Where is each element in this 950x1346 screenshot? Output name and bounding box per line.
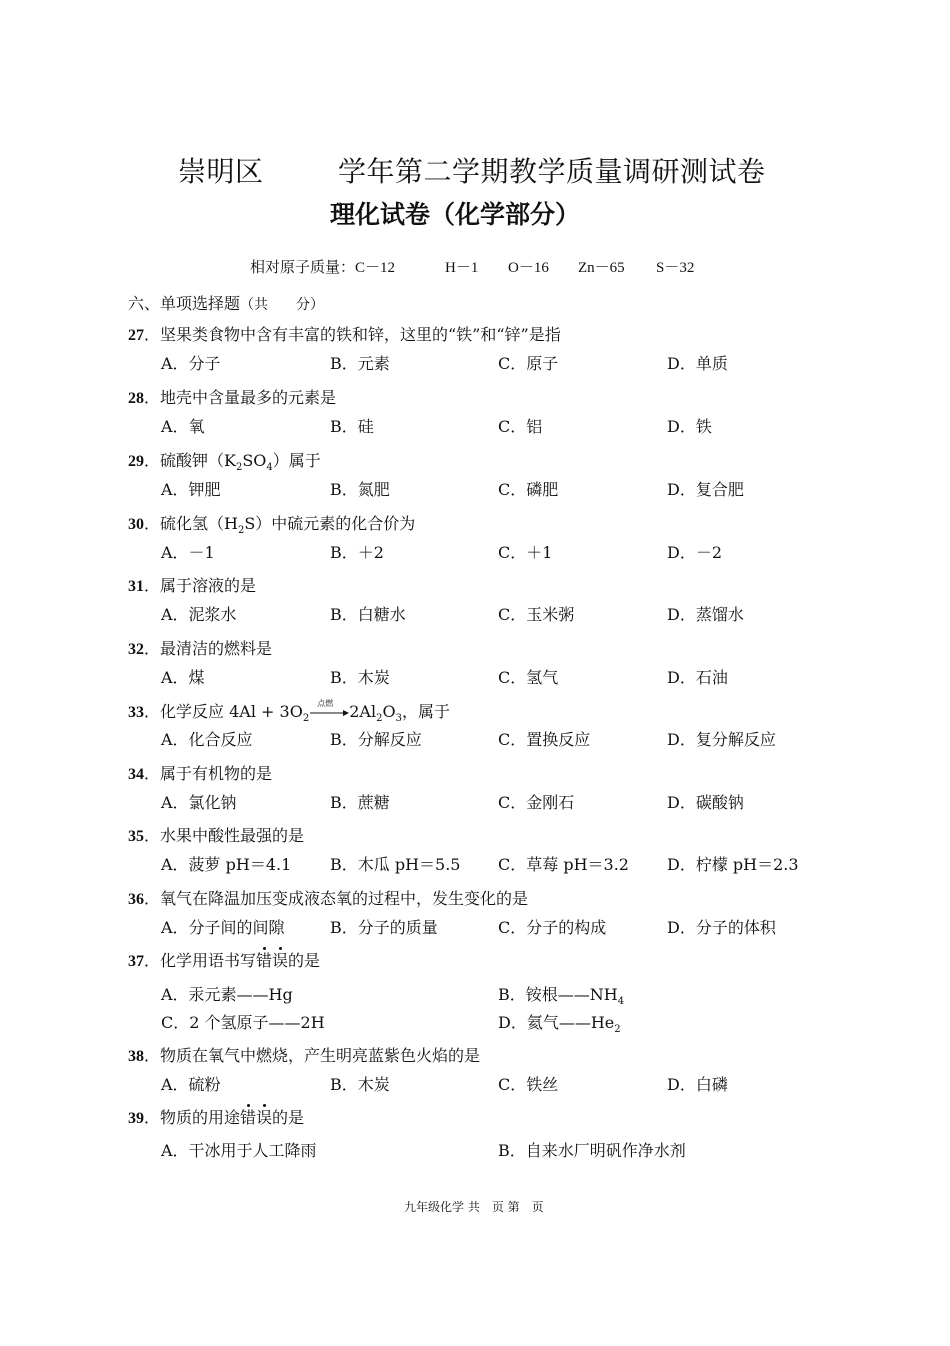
question-number: 28	[128, 390, 144, 407]
option-d: D．铁	[667, 417, 712, 436]
option-d: D．蒸馏水	[667, 605, 744, 624]
question-text: ．地壳中含量最多的元素是	[144, 388, 337, 407]
option-a: A．煤	[161, 668, 205, 687]
option-c: C．置换反应	[498, 730, 591, 749]
option-b: B．木炭	[330, 1075, 390, 1094]
reaction-condition: 点燃	[317, 698, 334, 708]
emphasis-char: 错	[256, 951, 273, 970]
question-stem	[128, 385, 336, 408]
atomic-mass-item: C－12	[355, 260, 396, 276]
subscript: 2	[237, 525, 245, 536]
option-b: B．木瓜 pH＝5.5	[330, 855, 461, 874]
section-title	[128, 291, 324, 314]
question-stem	[128, 1043, 480, 1066]
option-d: D．白磷	[667, 1075, 728, 1094]
question-text: 2Al	[349, 702, 377, 721]
option-a: A．－1	[161, 543, 215, 562]
option-b	[498, 982, 624, 1005]
question-number: 37	[128, 953, 144, 970]
option-a: A．钾肥	[161, 480, 221, 499]
question-text: ．属于有机物的是	[144, 764, 273, 783]
option-a: A．化合反应	[161, 730, 253, 749]
option-c: C．铁丝	[498, 1075, 559, 1094]
option-a: A．氧	[161, 417, 205, 436]
option-text: B．铵根——NH	[498, 985, 618, 1004]
question-number: 32	[128, 641, 144, 658]
option-d: D．石油	[667, 668, 728, 687]
question-stem	[128, 636, 272, 659]
question-text: O	[382, 702, 396, 721]
question-stem	[128, 699, 450, 722]
question-number: 34	[128, 766, 144, 783]
option-c: C．氢气	[498, 668, 559, 687]
question-number: 30	[128, 516, 144, 533]
question-text: ．物质在氧气中燃烧，产生明亮蓝紫色火焰的是	[144, 1046, 481, 1065]
page-footer: 九年级化学 共 页 第 页	[404, 1200, 544, 1214]
question-text: ．硫酸钾（K	[144, 451, 236, 470]
option-c: C．铝	[498, 417, 543, 436]
question-number: 38	[128, 1048, 144, 1065]
question-number: 31	[128, 578, 144, 595]
question-text: 的是	[272, 1108, 305, 1127]
question-text: ．最清洁的燃料是	[144, 639, 273, 658]
subscript: 2	[302, 713, 310, 724]
option-c: C．原子	[498, 354, 559, 373]
option-a: A．汞元素——Hg	[161, 985, 293, 1004]
question-number: 33	[128, 704, 144, 721]
title-right: 学年第二学期教学质量调研测试卷	[338, 155, 766, 188]
option-b: B．分解反应	[330, 730, 422, 749]
subscript: 2	[376, 713, 383, 724]
title-left: 崇明区	[178, 155, 264, 188]
option-text: D．氦气——He	[498, 1013, 615, 1032]
question-stem	[128, 573, 256, 596]
option-c: C．＋1	[498, 543, 553, 562]
question-text: ．氧气在降温加压变成液态氧的过程中，发生变化的是	[144, 889, 529, 908]
question-text: ．属于溶液的是	[144, 576, 257, 595]
emphasis-char: 误	[256, 1108, 273, 1127]
subscript: 4	[617, 996, 625, 1007]
emphasis-char: 误	[272, 951, 289, 970]
reaction-arrow	[309, 698, 349, 720]
question-number: 27	[128, 327, 144, 344]
question-text: ）属于	[272, 451, 321, 470]
question-stem	[128, 448, 321, 471]
option-d: D．复合肥	[667, 480, 744, 499]
question-stem	[128, 886, 528, 909]
option-a: A．分子	[161, 354, 221, 373]
section-note: （共 分）	[240, 297, 325, 313]
question-text: ．坚果类食物中含有丰富的铁和锌，这里的“铁”和“锌”是指	[144, 325, 561, 344]
option-b: B．木炭	[330, 668, 390, 687]
option-b: B．分子的质量	[330, 918, 438, 937]
question-text: S）中硫元素的化合价为	[244, 514, 416, 533]
subtitle: 理化试卷（化学部分）	[330, 200, 581, 229]
question-number: 36	[128, 891, 144, 908]
question-stem	[128, 823, 304, 846]
option-d: D．分子的体积	[667, 918, 776, 937]
question-stem	[128, 511, 415, 534]
atomic-masses	[250, 256, 395, 277]
option-b: B．氮肥	[330, 480, 390, 499]
option-d: D．单质	[667, 354, 728, 373]
question-number: 39	[128, 1110, 144, 1127]
option-b: B．＋2	[330, 543, 384, 562]
option-d: D．复分解反应	[667, 730, 776, 749]
option-b: B．自来水厂明矾作净水剂	[498, 1141, 686, 1160]
subscript: 2	[235, 462, 243, 473]
question-text: ．物质的用途	[144, 1108, 241, 1127]
option-c: C．分子的构成	[498, 918, 607, 937]
question-stem	[128, 948, 320, 971]
question-stem	[128, 322, 561, 345]
option-c: C．磷肥	[498, 480, 559, 499]
option-c: C．草莓 pH＝3.2	[498, 855, 629, 874]
option-a: A．干冰用于人工降雨	[161, 1141, 317, 1160]
question-stem	[128, 761, 272, 784]
subscript: 3	[395, 713, 402, 724]
option-c: C．玉米粥	[498, 605, 575, 624]
emphasis-char: 错	[240, 1108, 257, 1127]
option-c: C．2 个氢原子——2H	[161, 1013, 325, 1032]
option-c: C．金刚石	[498, 793, 575, 812]
question-text: ．水果中酸性最强的是	[144, 826, 305, 845]
atomic-mass-item: O－16	[508, 260, 549, 276]
question-stem	[128, 1105, 304, 1128]
question-text: ．化学用语书写	[144, 951, 257, 970]
option-a: A．分子间的间隙	[161, 918, 285, 937]
atomic-masses-label: 相对原子质量：	[250, 258, 356, 276]
atomic-mass-item: Zn－65	[578, 260, 625, 276]
option-d: D．柠檬 pH＝2.3	[667, 855, 799, 874]
question-text: ．硫化氢（H	[144, 514, 238, 533]
question-text: ．化学反应 4Al + 3O	[144, 702, 303, 721]
question-text: ，属于	[401, 702, 450, 721]
atomic-mass-item: H－1	[445, 260, 479, 276]
option-d: D．－2	[667, 543, 723, 562]
option-b: B．硅	[330, 417, 374, 436]
section-title-text: 六、单项选择题	[128, 294, 241, 313]
subscript: 4	[266, 462, 273, 473]
option-a: A．菠萝 pH＝4.1	[161, 855, 292, 874]
question-number: 35	[128, 828, 144, 845]
option-d	[498, 1010, 621, 1033]
subscript: 2	[614, 1024, 621, 1035]
option-b: B．白糖水	[330, 605, 406, 624]
option-a: A．泥浆水	[161, 605, 237, 624]
option-d: D．碳酸钠	[667, 793, 744, 812]
option-b: B．蔗糖	[330, 793, 390, 812]
question-text: SO	[242, 451, 267, 470]
option-a: A．硫粉	[161, 1075, 221, 1094]
arrow-icon	[309, 706, 349, 720]
option-b: B．元素	[330, 354, 390, 373]
atomic-mass-item: S－32	[656, 260, 695, 276]
question-text: 的是	[288, 951, 321, 970]
question-number: 29	[128, 453, 144, 470]
option-a: A．氯化钠	[161, 793, 237, 812]
